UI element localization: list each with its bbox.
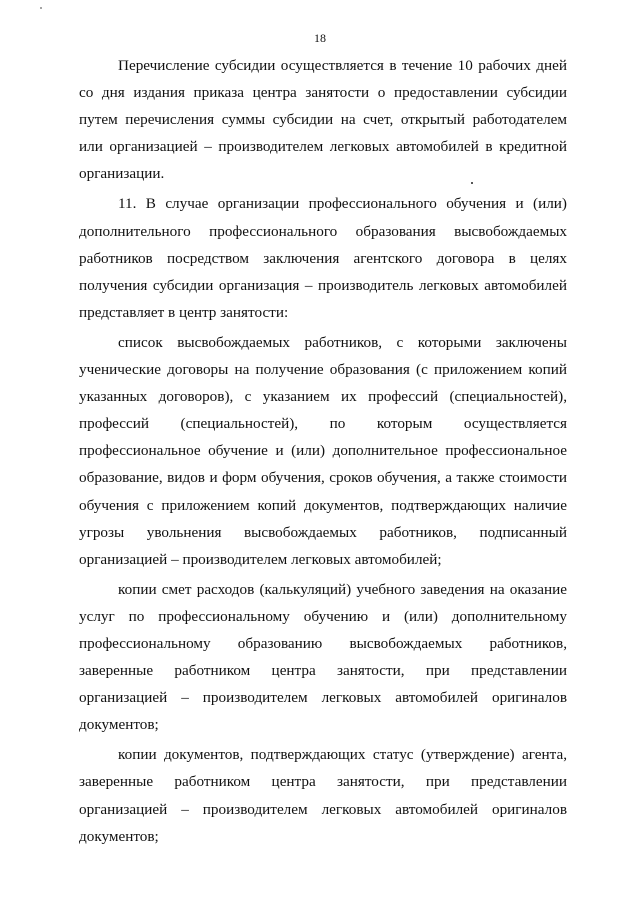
paragraph-item-11: 11. В случае организации профессионального обучения и (или) дополнительного профессионального образования высвобождаемых работников посредством заключения агентского договора в целях получения субсидии организация – производитель легковых автомобилей представляет в центр занятости:: [79, 195, 567, 321]
paragraph-subsidy-transfer: Перечисление субсидии осуществляется в течение 10 рабочих дней со дня издания приказа центра занятости о предоставлении субсидии путем перечисления суммы субсидии на счет, открытый работодателем или организацией – производителем легковых автомобилей в кредитной организации.: [79, 57, 567, 183]
page-number: 18: [314, 31, 326, 45]
paragraph-list-of-workers: список высвобождаемых работников, с которыми заключены ученические договоры на получение образования (с приложением копий указанных договоров), с указанием их профессий (специальностей), профессий (специальностей), по которым осуществляется профессиональное обучение и (или) дополнительное профессиональное образование, видов и форм обучения, сроков обучения, а также стоимости обучения с приложением копий документов, подтверждающих наличие угрозы увольнения высвобождаемых работников, подписанный организацией – производителем легковых автомобилей;: [79, 333, 567, 568]
paragraph-agent-status: копии документов, подтверждающих статус (утверждение) агента, заверенные работником центра занятости, при представлении организацией – производителем легковых автомобилей оригиналов документов;: [79, 746, 567, 845]
document-body: [79, 52, 567, 853]
scan-speck: [40, 7, 42, 9]
paragraph-cost-estimates: копии смет расходов (калькуляций) учебного заведения на оказание услуг по профессиональному обучению и (или) дополнительному профессиональному образованию высвобождаемых работников, заверенные работником центра занятости, при представлении организацией – производителем легковых автомобилей оригиналов документов;: [79, 580, 567, 734]
